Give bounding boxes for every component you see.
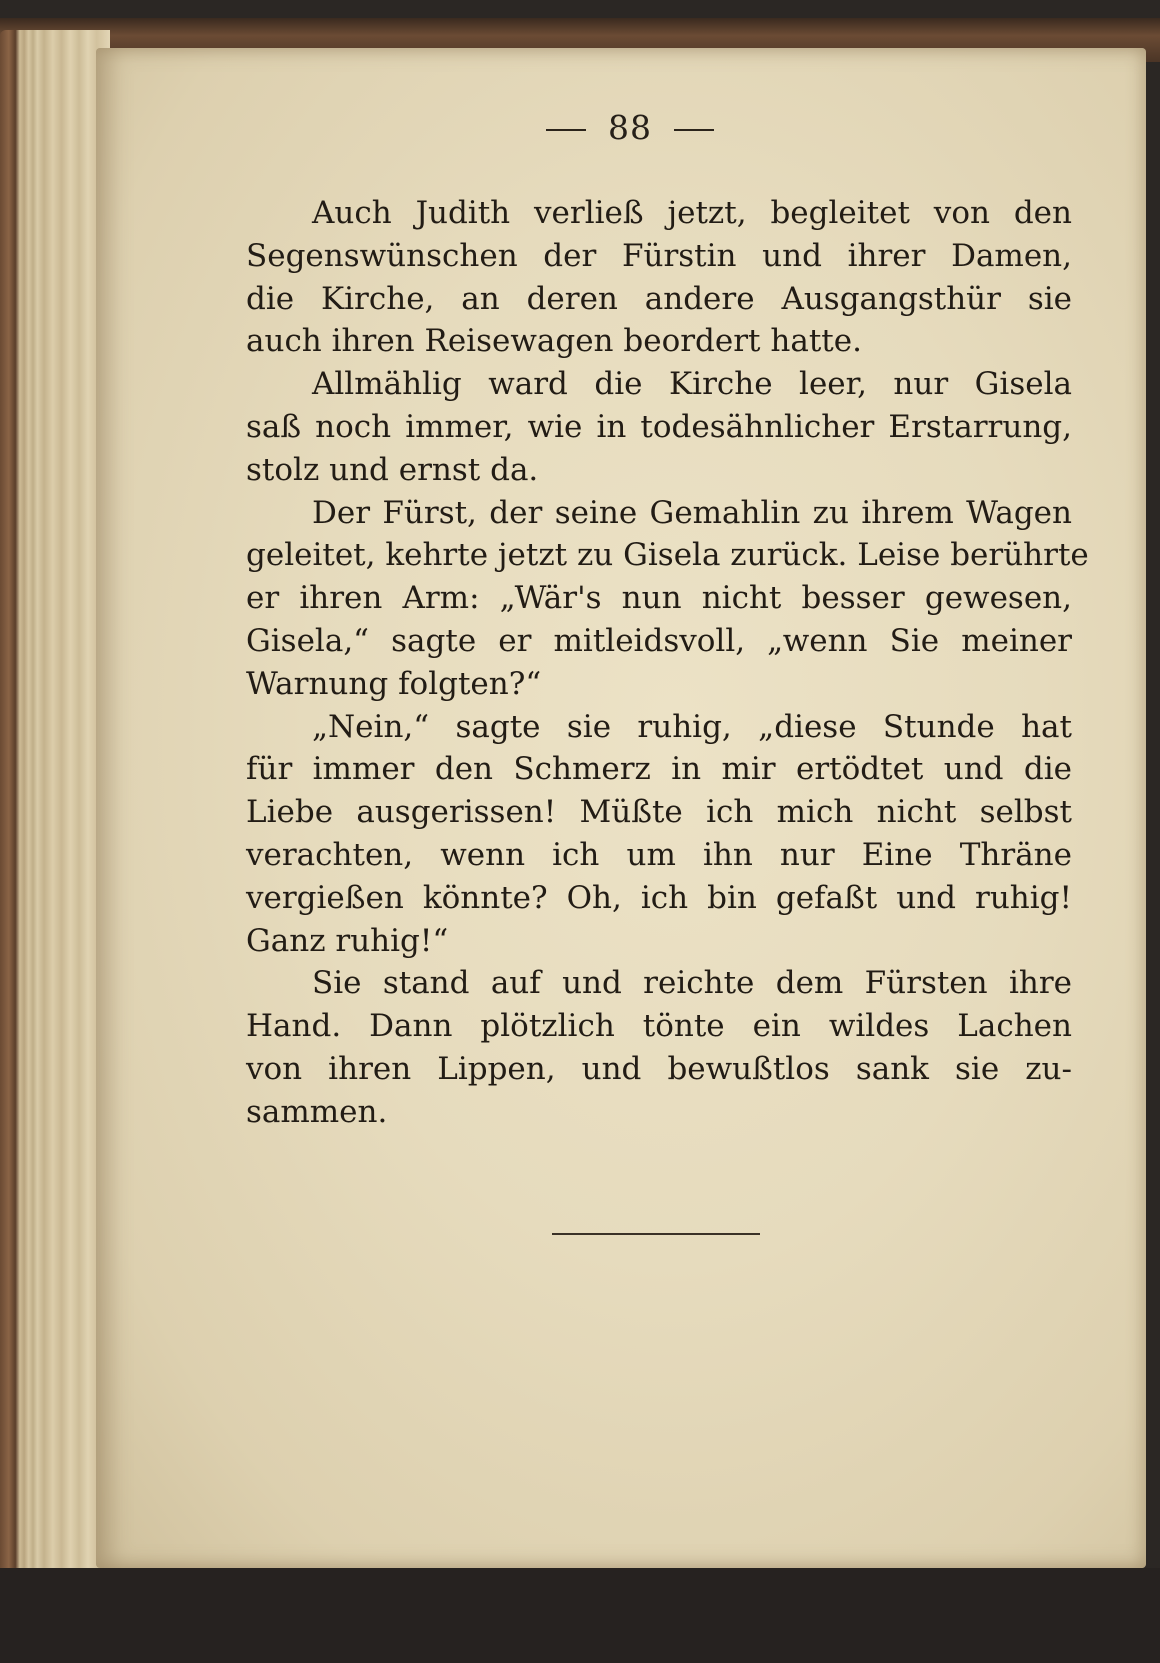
- scan-background-bottom: [0, 1568, 1160, 1663]
- text-line: Gisela,“ sagte er mitleidsvoll, „wenn Sie meiner: [246, 622, 1072, 659]
- text-line: sammen.: [246, 1093, 388, 1130]
- text-line: Liebe ausgerissen! Müßte ich mich nicht selbst: [246, 794, 1072, 831]
- text-line: Der Fürst, der seine Gemahlin zu ihrem Wagen: [312, 494, 1072, 531]
- text-line: Ganz ruhig!“: [246, 922, 449, 959]
- text-line: für immer den Schmerz in mir ertödtet und die: [246, 751, 1072, 788]
- text-line: saß noch immer, wie in todesähnlicher Erstarrung,: [246, 408, 1072, 445]
- text-line: Warnung folgten?“: [246, 665, 542, 702]
- chapter-end-rule: [552, 1233, 760, 1235]
- header-dash-right: [674, 129, 714, 131]
- page-number: 88: [608, 108, 652, 147]
- text-line: Sie stand auf und reichte dem Fürsten ihre: [312, 965, 1072, 1002]
- text-line: Hand. Dann plötzlich tönte ein wildes Lachen: [246, 1008, 1072, 1045]
- page-header: [100, 108, 1160, 147]
- text-line: geleitet, kehrte jetzt zu Gisela zurück. Leise berührte: [246, 537, 1089, 574]
- text-line: auch ihren Reisewagen beordert hatte.: [246, 323, 862, 360]
- header-dash-left: [546, 129, 586, 131]
- text-line: von ihren Lippen, und bewußtlos sank sie zu-: [246, 1050, 1072, 1087]
- text-line: vergießen könnte? Oh, ich bin gefaßt und ruhig!: [246, 879, 1072, 916]
- text-line: stolz und ernst da.: [246, 451, 539, 488]
- text-line: die Kirche, an deren andere Ausgangsthür sie: [246, 280, 1072, 317]
- text-line: Allmählig ward die Kirche leer, nur Gisela: [312, 366, 1072, 403]
- text-line: „Nein,“ sagte sie ruhig, „diese Stunde hat: [312, 708, 1072, 745]
- body-text: [246, 192, 1089, 1134]
- book-page-edges: [0, 30, 110, 1590]
- text-line: Auch Judith verließ jetzt, begleitet von den: [312, 195, 1072, 231]
- text-line: er ihren Arm: „Wär's nun nicht besser gewesen,: [246, 580, 1072, 617]
- text-line: Segenswünschen der Fürstin und ihrer Damen,: [246, 237, 1072, 274]
- text-line: verachten, wenn ich um ihn nur Eine Thräne: [246, 836, 1072, 873]
